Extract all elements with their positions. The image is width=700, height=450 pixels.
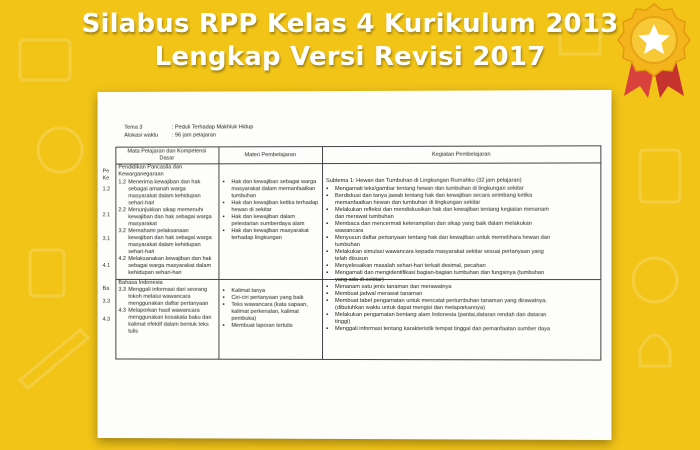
- list-item: ▪ Berdiskusi dan tanya jawab tentang hak dan kewajiban secara seimbang ketika memanfaatkan hewan dan tumbuhan di lingkungan sekitar: [326, 193, 599, 207]
- kd-item: 3.2 Memahami pelaksanaan kewajiban dan hak sebagai warga masyarakat dalam kehidupan sehari-hari: [118, 228, 212, 256]
- kd-item: 1.2 Menerima kewajiban dan hak sebagai amanah warga masyarakat dalam kehidupan sehari-hari: [118, 179, 201, 207]
- list-item: ▪ Menyusun daftar pertanyaan tentang hak dan kewajiban untuk memelihara hewan dan tumbuhan: [326, 235, 599, 249]
- stub-5: 4.1: [102, 263, 111, 269]
- stub-3: 2.1: [102, 212, 111, 219]
- lightbulb-icon: [640, 335, 670, 366]
- list-item: ▪ Hak dan kewajiban dalam pelestarian sumberdaya alam: [222, 214, 320, 228]
- list-item: ▪ Melakukan pengamatan bentang alam Indonesia (pantai,dataran rendah dan dataran tinggi): [326, 312, 599, 326]
- header-mata-pelajaran: Mata Pelajaran dan Kompetensi Dasar: [127, 148, 207, 162]
- list-item: ▪ Menanam satu jenis tanaman dan merawatnya: [326, 284, 599, 291]
- banner-title-line-1: Silabus RPP Kelas 4 Kurikulum 2013: [81, 9, 619, 39]
- tema-label: Tema 3: [124, 124, 143, 131]
- bi-competences: [118, 280, 217, 336]
- kegiatan-pembelajaran: [326, 178, 599, 334]
- bi-subject: Bahasa Indonesia: [118, 279, 163, 286]
- globe-icon: [38, 128, 82, 172]
- clipboard-icon: [640, 150, 680, 202]
- list-item: ▪ Hak dan kewajiban sebagai warga masyarakat dalam memanfaatkan tumbuhan: [222, 179, 320, 200]
- list-item: ▪ Teks wawancara (kata sapaan, kalimat perkenalan, kalimat pembuka): [222, 302, 320, 323]
- stub-6: Ba: [102, 285, 110, 292]
- banner-title-line-2: Lengkap Versi Revisi 2017: [154, 42, 546, 72]
- kd-item: 2.2 Menunjukkan sikap memenuhi kewajiban dan hak sebagai warga masyarakat: [118, 207, 212, 228]
- stub-2: 1.2: [102, 186, 111, 193]
- award-medal-icon: [612, 2, 696, 98]
- list-item: ▪ Hak dan kewajiban ketika terhadap hewan di sekitar: [222, 200, 320, 214]
- alokasi-value: : 96 jam pelajaran: [171, 132, 216, 139]
- syllabus-table: [102, 145, 601, 440]
- list-item: ▪ Membuat tabel pengamatan untuk mencatat pertumbuhan tanaman yang dirawatnya. (dibutuhkan waktu untuk dapat mengisi dan melaporkannya): [326, 298, 599, 312]
- stub-8: 4.3: [102, 316, 111, 323]
- list-item: ▪ Melakukan refleksi dan mendiskusikan hak dan kewajiban tentang kegiatan menanam dan merawat tumbuhan: [326, 207, 599, 221]
- kd-item: 3.3 Menggali informasi dari seorang tokoh melalui wawancara menggunakan daftar pertanyaan: [118, 286, 209, 307]
- subtema-title: Subtema 1: Hewan dan Tumbuhan di Lingkungan Rumahku (32 jam pelajaran): [326, 177, 522, 185]
- syllabus-document: [98, 90, 612, 440]
- list-item: ▪ Membuat laporan tertulis: [222, 323, 320, 330]
- list-item: ▪ Menggali informasi tentang karakteristik tempat tinggal dan pemanfaatan sumber daya: [326, 326, 599, 333]
- clock-icon: [633, 258, 677, 302]
- stub-0: Pe: [102, 168, 110, 175]
- banner-title: [0, 8, 700, 74]
- header-kegiatan: Kegiatan Pembelajaran: [432, 151, 491, 158]
- list-item: ▪ Melakukan simulasi wawancara kepada masyarakat sekitar sesuai pertanyaan yang telah disusun: [326, 249, 599, 263]
- list-item: ▪ Hak dan kewajiban masyarakat terhadap lingkungan: [222, 228, 320, 242]
- alokasi-label: Alokasi waktu: [124, 132, 159, 139]
- header-materi: Materi Pembelajaran: [244, 152, 296, 159]
- list-item: ▪ Menyelesaikan masalah sehari-hari terkait desimal, pecahan: [326, 263, 599, 270]
- stub-1: Ke: [102, 175, 110, 182]
- bi-materi: [222, 288, 320, 330]
- ppkn-subject-line-2: Kewarganegaraan: [118, 171, 164, 178]
- list-item: ▪ Ciri-ciri pertanyaan yang baik: [222, 295, 320, 302]
- list-item: ▪ Membaca dan mencermati keterampilan dan sikap yang baik dalam melakukan wawancara: [326, 221, 599, 235]
- list-item: ▪ Mengamati teks/gambar tentang hewan dan tumbuhan di lingkungan sekitar: [326, 186, 599, 193]
- kd-item: 4.2 Melaksanakan kewajiban dan hak sebagai warga masyarakat dalam kehidupan sehari-hari: [118, 256, 212, 276]
- ppkn-competences: [118, 164, 217, 277]
- stub-4: 3.1: [102, 236, 111, 243]
- ppkn-subject-line-1: Pendidikan Pancasila dan: [118, 164, 183, 171]
- list-item: ▪ Mengamati dan mengidentifikasi bagian-bagian tumbuhan dan fungsinya (tumbuhan yang ada di sekitar): [326, 270, 599, 284]
- stub-7: 3.3: [102, 298, 111, 305]
- tema-value: : Peduli Terhadap Makhluk Hidup: [171, 124, 254, 131]
- pencil-icon: [20, 330, 88, 388]
- list-item: ▪ Kalimat tanya: [222, 288, 320, 295]
- document-meta: [124, 124, 253, 140]
- list-item: ▪ Membuat jadwal merawat tanaman: [326, 291, 599, 298]
- ppkn-materi: [222, 179, 320, 242]
- kd-item: 4.3 Melaporkan hasil wawancara menggunakan kosakata baku dan kalimat efektif dalam bentuk teks tulis: [118, 307, 212, 335]
- calculator-icon: [30, 250, 64, 296]
